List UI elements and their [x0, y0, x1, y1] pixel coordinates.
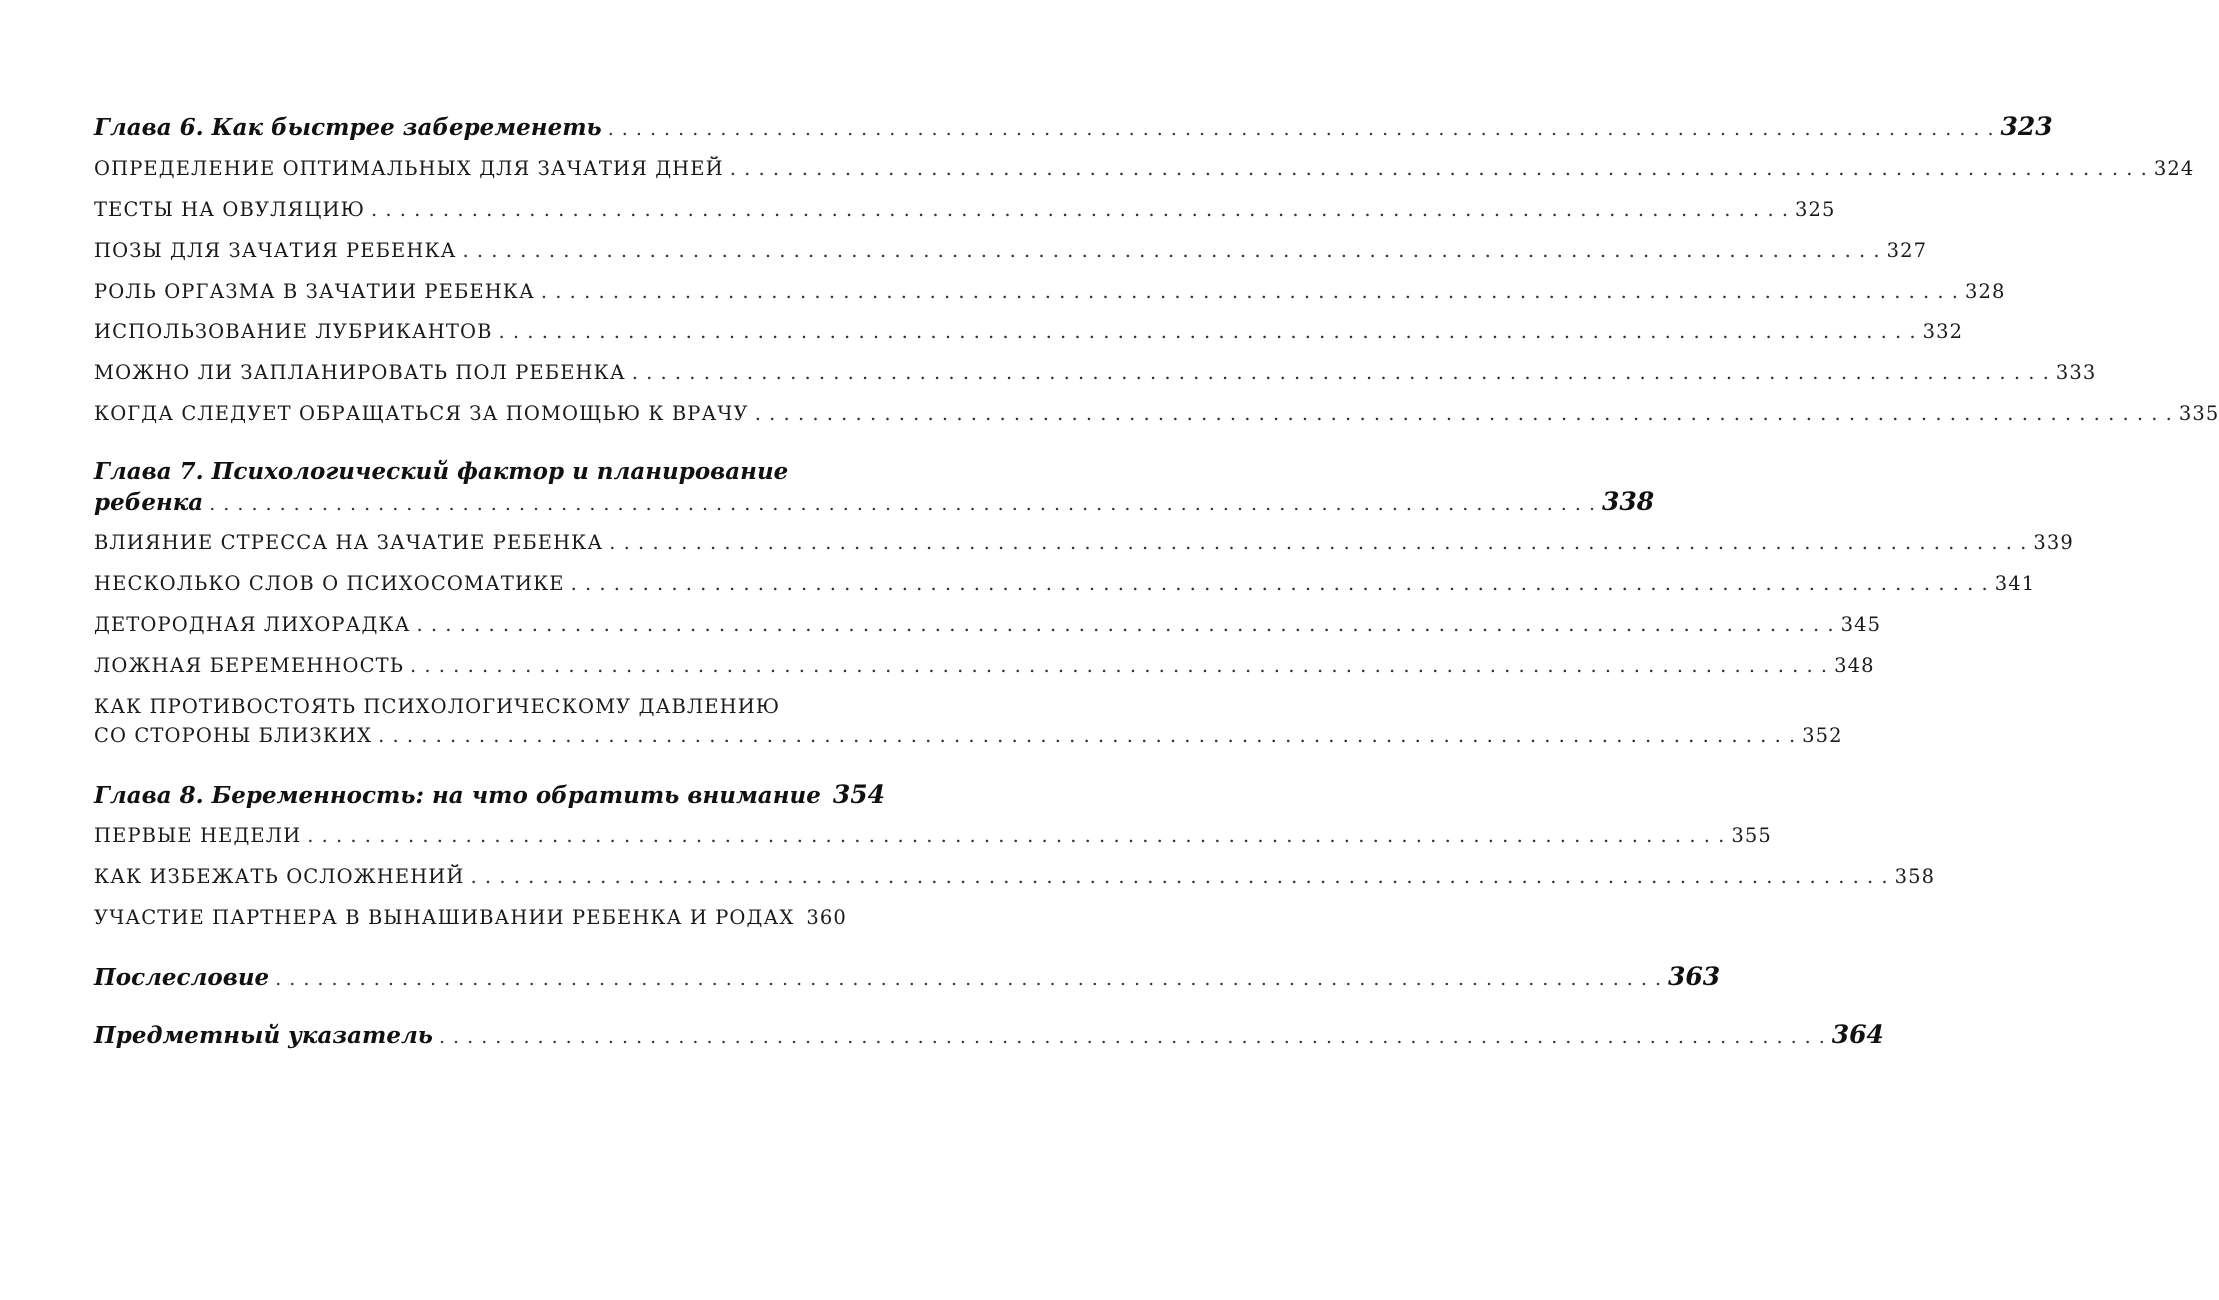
toc-entry[interactable] [94, 402, 2219, 425]
toc-entry[interactable] [94, 613, 1882, 636]
page-number: 324 [2153, 157, 2195, 180]
entry-title: НЕСКОЛЬКО СЛОВ О ПСИХОСОМАТИКЕ [94, 572, 565, 595]
entry-title: ЛОЖНАЯ БЕРЕМЕННОСТЬ [94, 654, 404, 677]
dot-leader [471, 865, 1889, 888]
page-number: 327 [1886, 239, 1928, 262]
entry-title: ОПРЕДЕЛЕНИЕ ОПТИМАЛЬНЫХ ДЛЯ ЗАЧАТИЯ ДНЕЙ [94, 157, 724, 180]
dot-leader [608, 118, 1995, 140]
toc-index[interactable] [94, 1020, 1884, 1049]
toc-entry[interactable] [94, 239, 1928, 262]
toc-entry[interactable] [94, 865, 1936, 888]
page-number: 325 [1795, 198, 1836, 221]
entry-title: СО СТОРОНЫ БЛИЗКИХ [94, 724, 373, 747]
page-number: 341 [1994, 572, 2036, 595]
dot-leader [209, 493, 1596, 515]
page-number: 328 [1964, 280, 2006, 303]
toc-entry[interactable] [94, 198, 1836, 221]
page-number: 352 [1802, 724, 1843, 747]
toc-chapter-8[interactable] [94, 780, 886, 809]
page-number: 358 [1894, 865, 1936, 888]
dot-leader [275, 968, 1662, 990]
toc-entry[interactable] [94, 157, 2195, 180]
toc-chapter-7[interactable] [94, 487, 1655, 516]
toc-entry[interactable] [94, 906, 847, 929]
entry-title: ВЛИЯНИЕ СТРЕССА НА ЗАЧАТИЕ РЕБЕНКА [94, 531, 604, 554]
toc-entry[interactable] [94, 572, 2036, 595]
dot-leader [307, 824, 1725, 847]
dot-leader [378, 724, 1796, 747]
dot-leader [541, 280, 1959, 303]
chapter-title: Послесловие [94, 964, 270, 991]
page-number: 332 [1922, 320, 1964, 343]
page-number: 333 [2055, 361, 2097, 384]
entry-title: КАК ИЗБЕЖАТЬ ОСЛОЖНЕНИЙ [94, 865, 465, 888]
toc-entry[interactable] [94, 320, 1964, 343]
dot-leader [371, 198, 1789, 221]
entry-title: КОГДА СЛЕДУЕТ ОБРАЩАТЬСЯ ЗА ПОМОЩЬЮ К ВРАЧУ [94, 402, 749, 425]
entry-title: РОЛЬ ОРГАЗМА В ЗАЧАТИИ РЕБЕНКА [94, 280, 535, 303]
dot-leader [571, 572, 1989, 595]
toc-chapter-7-title-line1[interactable]: Глава 7. Психологический фактор и планирование [94, 458, 789, 485]
dot-leader [417, 613, 1835, 636]
toc-afterword[interactable] [94, 962, 1721, 991]
page-number: 335 [2178, 402, 2219, 425]
page-number: 354 [832, 780, 886, 809]
entry-title: ПОЗЫ ДЛЯ ЗАЧАТИЯ РЕБЕНКА [94, 239, 457, 262]
dot-leader [730, 157, 2148, 180]
page-number: 360 [806, 906, 847, 929]
dot-leader [439, 1026, 1826, 1048]
entry-title: ПЕРВЫЕ НЕДЕЛИ [94, 824, 302, 847]
entry-title: ИСПОЛЬЗОВАНИЕ ЛУБРИКАНТОВ [94, 320, 493, 343]
toc-entry[interactable] [94, 531, 2074, 554]
chapter-title: Предметный указатель [94, 1022, 433, 1049]
dot-leader [463, 239, 1881, 262]
dot-leader [410, 654, 1828, 677]
page-number: 323 [2000, 112, 2053, 141]
entry-title: ДЕТОРОДНАЯ ЛИХОРАДКА [94, 613, 411, 636]
page-number: 355 [1731, 824, 1772, 847]
chapter-title: Глава 8. Беременность: на что обратить внимание [94, 782, 821, 809]
toc-entry[interactable] [94, 654, 1875, 677]
page-number: 364 [1831, 1020, 1884, 1049]
page-number: 338 [1602, 487, 1655, 516]
dot-leader [632, 361, 2050, 384]
dot-leader [609, 531, 2027, 554]
dot-leader [755, 402, 2173, 425]
page-number: 348 [1834, 654, 1875, 677]
chapter-title: Глава 6. Как быстрее забеременеть [94, 114, 602, 141]
toc-entry[interactable] [94, 361, 2097, 384]
toc-entry[interactable] [94, 824, 1772, 847]
toc-chapter-6[interactable] [94, 112, 2053, 141]
entry-title: МОЖНО ЛИ ЗАПЛАНИРОВАТЬ ПОЛ РЕБЕНКА [94, 361, 626, 384]
dot-leader [499, 320, 1917, 343]
page-number: 363 [1667, 962, 1721, 991]
entry-title: ТЕСТЫ НА ОВУЛЯЦИЮ [94, 198, 365, 221]
page-number: 339 [2033, 531, 2074, 554]
toc-entry-title-line1[interactable]: КАК ПРОТИВОСТОЯТЬ ПСИХОЛОГИЧЕСКОМУ ДАВЛЕНИЮ [94, 695, 781, 718]
page-number: 345 [1840, 613, 1882, 636]
entry-title: УЧАСТИЕ ПАРТНЕРА В ВЫНАШИВАНИИ РЕБЕНКА И РОДАХ [94, 906, 795, 929]
toc-entry[interactable] [94, 280, 2006, 303]
chapter-title: ребенка [94, 489, 204, 516]
toc-entry[interactable] [94, 724, 1843, 747]
